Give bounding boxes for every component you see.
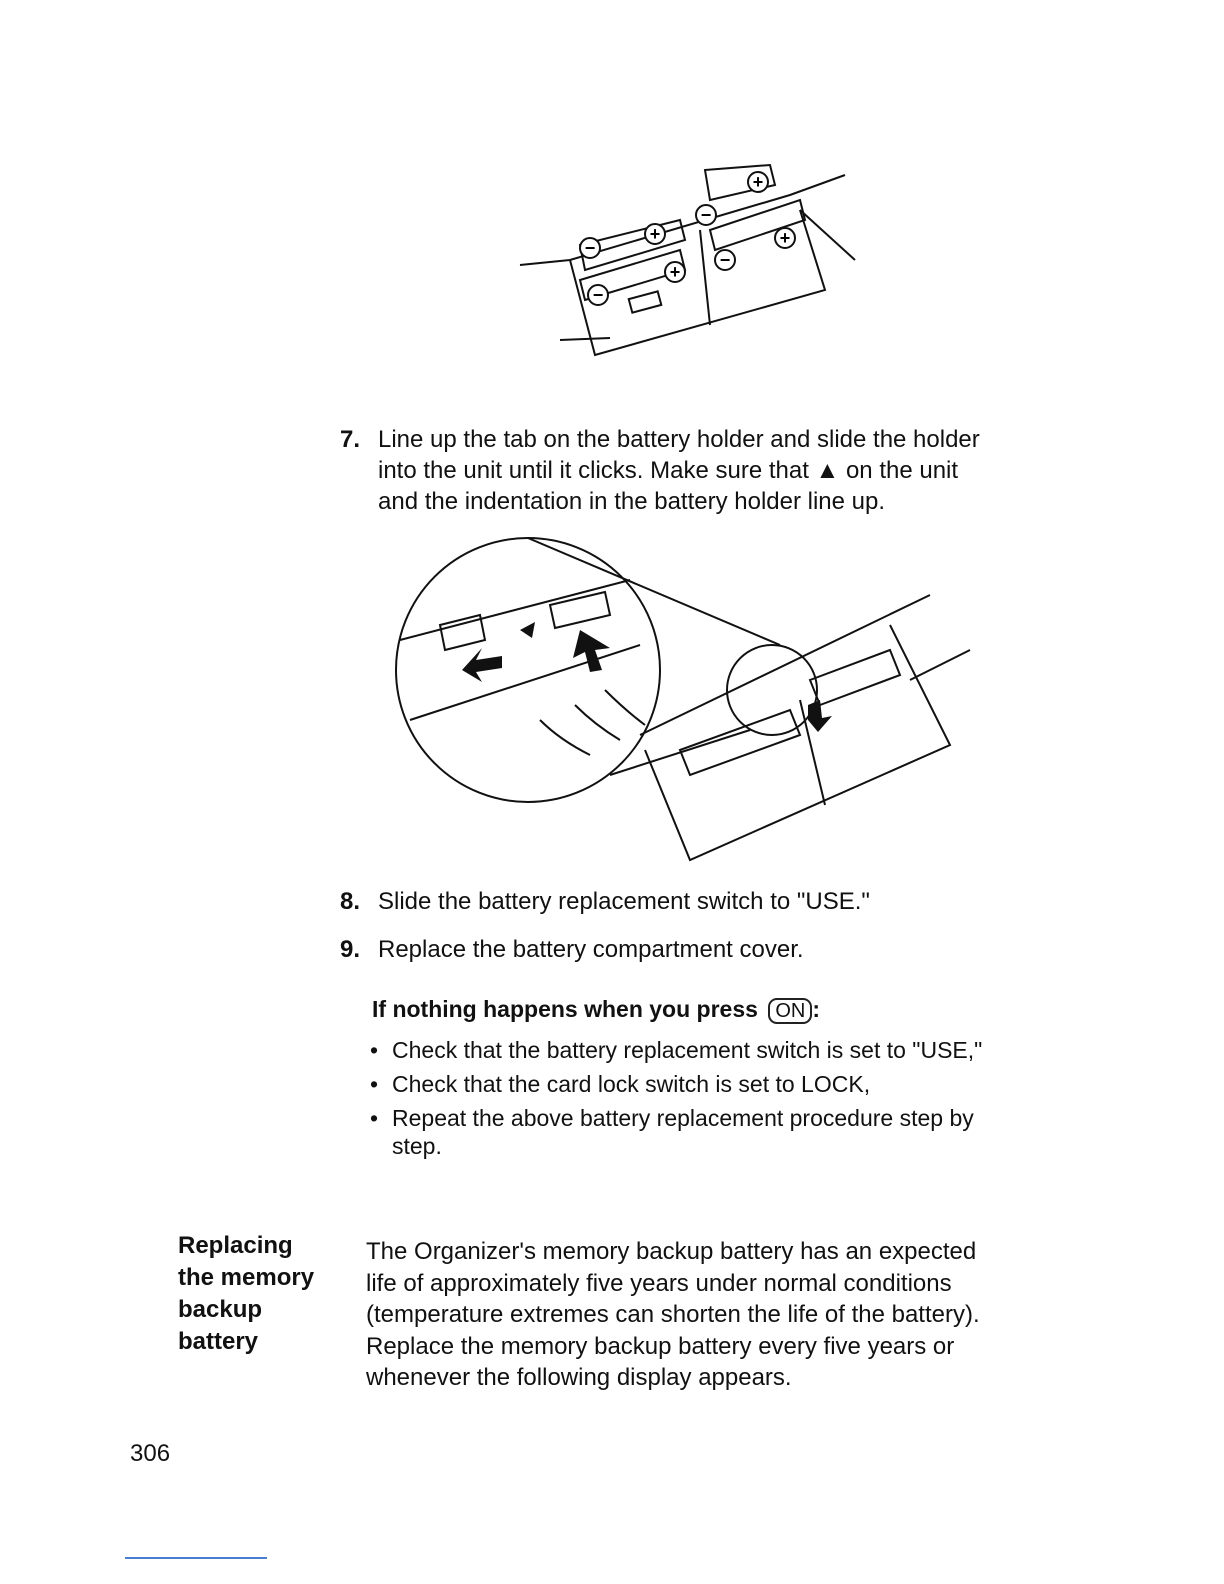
body-line: (temperature extremes can shorten the life of the battery). [366,1301,980,1328]
holder-right-edge [910,650,970,680]
on-key-icon: ON [768,998,812,1024]
step-number: 7. [340,426,361,453]
body-line: whenever the following display appears. [366,1364,792,1391]
troubleshoot-heading-text: If nothing happens when you press [372,996,758,1022]
step-line: Line up the tab on the battery holder and slide the holder [378,426,980,453]
body-line: The Organizer's memory backup battery has an expected [366,1238,977,1265]
zoom-source-circle [727,645,817,735]
polarity-plus-icon [748,172,768,192]
page-number: 306 [130,1440,171,1467]
battery-holder-illustration [380,110,860,410]
step-line: and the indentation in the battery holder line up. [378,488,886,515]
zoom-tab-right [550,592,610,628]
step-text: Replace the battery compartment cover. [378,936,804,963]
zoom-slot-3 [605,690,645,725]
svg-text:−: − [700,205,712,225]
holder-insertion-illustration [390,530,980,880]
section-side-heading: Replacing the memory backup battery [178,1232,315,1355]
unit-edge [640,595,930,735]
svg-text:+: + [779,228,791,248]
svg-text:−: − [719,250,731,270]
polarity-plus-icon [775,228,795,248]
step-number: 9. [340,936,361,963]
svg-text:+: + [669,262,681,282]
polarity-minus-icon [580,238,600,258]
step-8 [340,886,1040,918]
polarity-plus-icon [665,262,685,282]
footer-rule [125,1557,267,1559]
list-item: • Check that the card lock switch is set to LOCK, [368,1070,1028,1098]
body-line: Replace the memory backup battery every five years or [366,1332,955,1360]
step-line: into the unit until it clicks. Make sure that ▲ on the unit [378,457,959,484]
arrow-left-icon [462,648,502,682]
section-body [366,1236,1046,1394]
polarity-minus-icon [588,285,608,305]
holder-divider [700,230,710,325]
list-item: • Check that the battery replacement switch is set to "USE," [368,1036,1028,1064]
body-line: life of approximately five years under normal conditions [366,1269,952,1297]
triangle-marker-icon [520,622,535,638]
heading-colon: : [812,996,820,1022]
step-9 [340,934,1040,966]
step-text: Slide the battery replacement switch to "USE." [378,888,870,915]
holder-battery-2 [810,650,900,705]
unit-outline [520,175,845,265]
zoom-slot-2 [575,705,620,740]
svg-text:−: − [584,238,596,258]
step-7 [340,424,1060,524]
svg-text:+: + [649,224,661,244]
troubleshoot-heading [372,996,820,1024]
step-number: 8. [340,888,361,915]
holder-outline [645,625,950,860]
list-item: • Repeat the above battery replacement procedure step by step. [368,1104,1028,1160]
zoom-slot-1 [540,720,590,755]
svg-text:−: − [592,285,604,305]
holder-battery-1 [680,710,800,775]
polarity-minus-icon [715,250,735,270]
contact-left [629,291,662,312]
zoom-detail-edge-2 [410,645,640,720]
arrow-down-icon [808,700,832,732]
polarity-minus-icon [696,205,716,225]
polarity-plus-icon [645,224,665,244]
troubleshoot-list [368,1036,1028,1166]
base-line [560,338,610,340]
svg-text:+: + [752,172,764,192]
zoom-detail-edge [400,580,630,640]
